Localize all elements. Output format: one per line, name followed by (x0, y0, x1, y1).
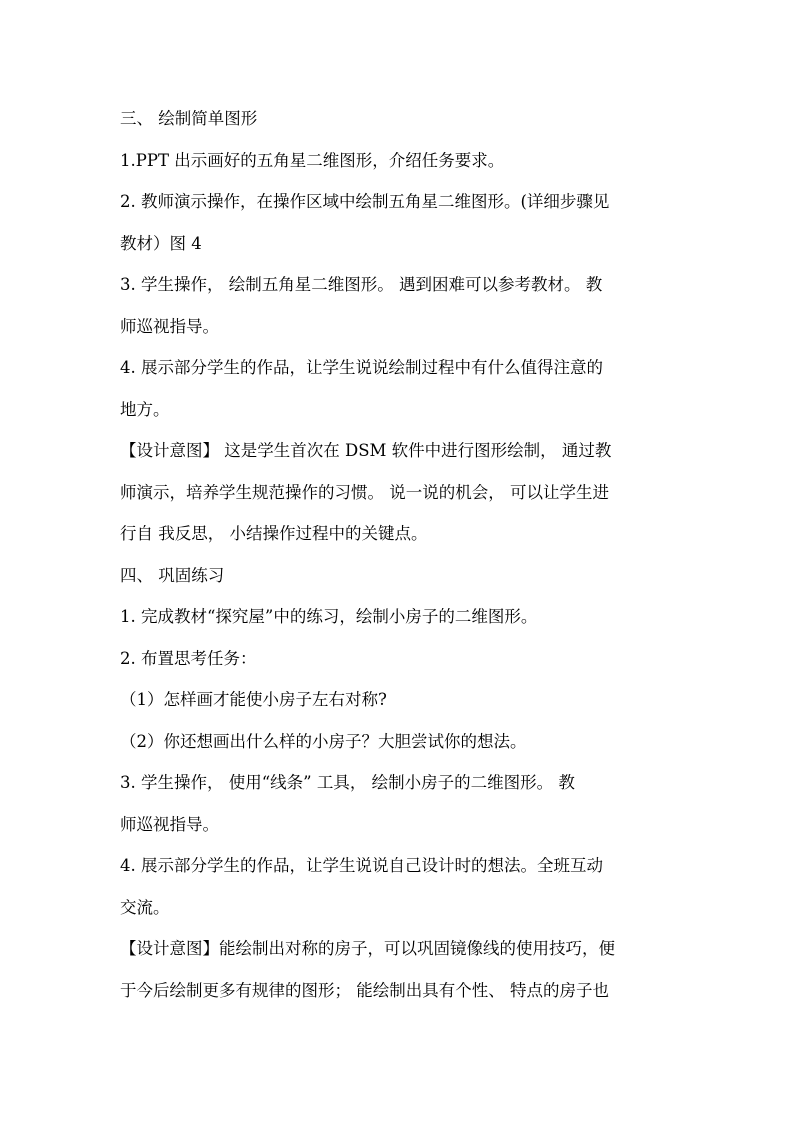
paragraph-line: 3. 学生操作， 绘制五角星二维图形。 遇到困难可以参考教材。 教 (120, 275, 603, 294)
design-intent-line: 师演示，培养学生规范操作的习惯。 说一说的机会， 可以让学生进 (120, 482, 609, 502)
paragraph-line: 师巡视指导。 (120, 814, 219, 834)
design-intent-line: 于今后绘制更多有规律的图形； 能绘制出具有个性、 特点的房子也 (120, 980, 609, 1000)
design-intent-line: 行自 我反思， 小结操作过程中的关键点。 (120, 524, 428, 543)
paragraph-line: 师巡视指导。 (120, 316, 219, 336)
section-heading-4: 四、 巩固练习 (120, 565, 225, 585)
paragraph-line: 1. 完成教材“探究屋”中的练习，绘制小房子的二维图形。 (120, 607, 538, 626)
section-heading-3: 三、 绘制简单图形 (120, 109, 258, 128)
document-body (120, 98, 680, 1011)
paragraph-line: 教材）图 4 (120, 233, 202, 253)
paragraph-line: 2. 教师演示操作，在操作区域中绘制五角星二维图形。(详细步骤见 (120, 192, 610, 211)
paragraph-line: 地方。 (120, 399, 170, 419)
paragraph-line: 3. 学生操作， 使用“线条” 工具， 绘制小房子的二维图形。 教 (120, 773, 575, 792)
paragraph-line: 4. 展示部分学生的作品，让学生说说自己设计时的想法。全班互动 (120, 856, 603, 875)
design-intent-line: 【设计意图】 这是学生首次在 DSM 软件中进行图形绘制， 通过教 (120, 441, 612, 460)
question-line: （1）怎样画才能使小房子左右对称? (120, 690, 387, 709)
paragraph-line: 交流。 (120, 897, 170, 917)
paragraph-line: 4. 展示部分学生的作品，让学生说说绘制过程中有什么值得注意的 (120, 358, 603, 377)
paragraph-line: 2. 布置思考任务： (120, 648, 257, 668)
paragraph-line: 1.PPT 出示画好的五角星二维图形，介绍任务要求。 (120, 150, 505, 170)
question-line: （2）你还想画出什么样的小房子？大胆尝试你的想法。 (120, 731, 527, 751)
design-intent-line: 【设计意图】能绘制出对称的房子，可以巩固镜像线的使用技巧，便 (120, 939, 615, 958)
